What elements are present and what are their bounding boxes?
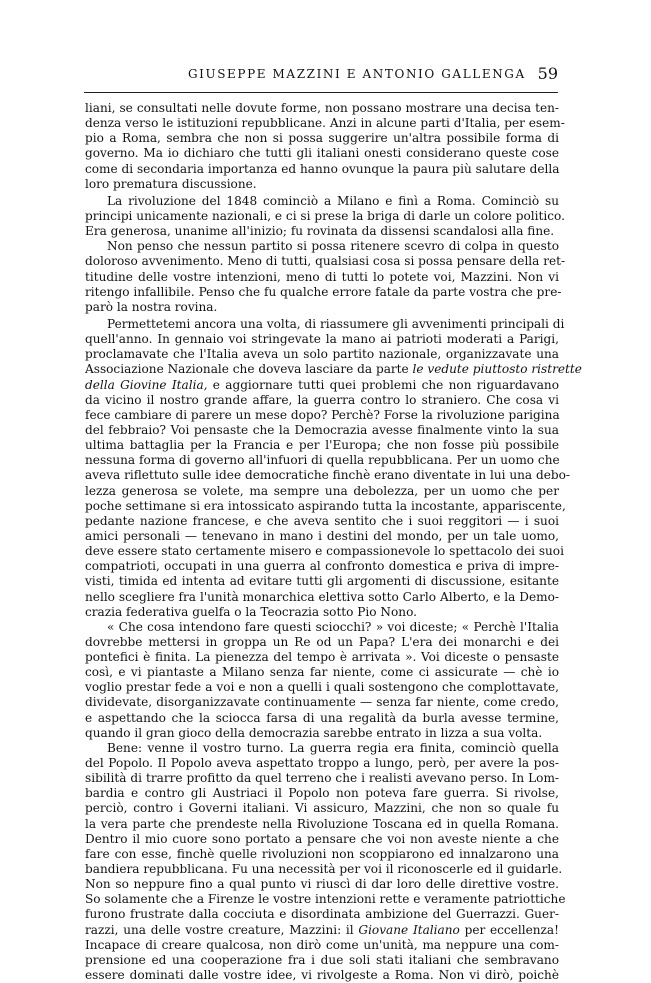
text-line: Non penso che nessun partito si possa ritenere scevro di colpa in questo [107, 239, 559, 254]
running-head [84, 64, 558, 90]
text-line: pedante nazione francese, e che aveva sentito che i suoi reggitori — i suoi [85, 513, 559, 528]
text-line: Permettetemi ancora una volta, di riassumere gli avvenimenti principali di [107, 316, 565, 331]
text-line: « Che cosa intendono fare questi sciocchi? » voi diceste; « Perchè l'Italia [107, 619, 559, 634]
text-line: e aspettando che la sciocca farsa di una regalità da burla avesse termine, [85, 710, 559, 725]
text-line: So solamente che a Firenze le vostre intenzioni rette e veramente patriottiche [85, 892, 566, 907]
text-line: furono frustrate dalla cocciuta e disordinata ambizione del Guerrazzi. Guer- [85, 907, 559, 922]
text-line: Incapace di creare qualcosa, non dirò come un'unità, ma neppure una com- [85, 937, 559, 952]
text-line: lezza generosa se volete, ma sempre una debolezza, per un uomo che per [85, 483, 559, 498]
text-line: governo. Ma io dichiaro che tutti gli italiani onesti considerano queste cose [85, 146, 559, 161]
text-line: come di secondaria importanza ed hanno ovunque la paura più salutare della [85, 161, 560, 176]
text-line: Non so neppure fino a qual punto vi riuscì di dar loro delle direttive vostre. [85, 877, 559, 892]
text-line: quell'anno. In gennaio voi stringevate la mano ai patrioti moderati a Parigi, [85, 332, 559, 347]
text-line: Associazione Nazionale che doveva lasciare da parte le vedute piuttosto ristrette [85, 362, 582, 377]
text-line: deve essere stato certamente misero e compassionevole lo spettacolo dei suoi [85, 544, 564, 559]
text-line: sibilità di trarre profitto da quel terreno che i realisti avevano perso. In Lom- [85, 771, 559, 786]
text-line: Dentro il mio cuore sono portato a pensare che voi non aveste niente a che [85, 831, 559, 846]
text-line: amici personali — tenevano in mano i destini del mondo, per un tale uomo, [85, 528, 559, 543]
text-line: Bene: venne il vostro turno. La guerra regia era finita, cominciò quella [107, 740, 559, 755]
text-line: della Giovine Italia, e aggiornare tutti quei problemi che non riguardavano [85, 377, 559, 392]
header-rule [84, 92, 558, 93]
text-line: dividevate, disorganizzavate continuamente — senza far niente, come credo, [85, 695, 559, 710]
text-line: ritengo infallibile. Penso che fu qualche errore fatale da parte vostra che pre- [85, 284, 562, 299]
text-line: da vicino il nostro grande affare, la guerra contro lo straniero. Che cosa vi [85, 392, 559, 407]
text-line: essere dominati dalle vostre idee, vi rivolgeste a Roma. Non vi dirò, poichè [85, 968, 559, 983]
text-line: razzi, una delle vostre creature, Mazzini: il Giovane Italiano per eccellenza! [85, 922, 559, 937]
text-line: compatrioti, occupati in una guerra al confronto domestica e priva di impre- [85, 559, 559, 574]
text-line: del febbraio? Voi pensaste che la Democrazia avesse finalmente vinto la sua [85, 422, 559, 437]
text-line: principi unicamente nazionali, e ci si prese la briga di darle un colore politico. [85, 208, 565, 223]
text-line: poche settimane si era intossicato aspirando tutta la incostante, appariscente, [85, 498, 566, 513]
text-line: così, e vi piantaste a Milano senza far niente, come ci assicurate — chè io [85, 665, 559, 680]
text-line: la vera parte che prendeste nella Rivoluzione Toscana ed in quella Romana. [85, 816, 559, 831]
text-line: La rivoluzione del 1848 cominciò a Milano e finì a Roma. Cominciò su [107, 193, 559, 208]
text-line: loro prematura discussione. [85, 176, 257, 191]
text-line: visti, timida ed intenta ad evitare tutti gli argomenti di discussione, esitante [85, 574, 559, 589]
text-line: ultima battaglia per la Francia e per l'Europa; che non fosse più possibile [85, 438, 559, 453]
text-line: pio a Roma, sembra che non si possa suggerire un'altra possibile forma di [85, 131, 559, 146]
text-line: fece cambiare di parere un mese dopo? Perchè? Forse la rivoluzione parigina [85, 407, 560, 422]
text-line: bandiera repubblicana. Fu una necessità per voi il riconoscerle ed il guidarle. [85, 862, 563, 877]
body-text [85, 101, 582, 983]
text-line: nello scegliere fra l'unità monarchica elettiva sotto Carlo Alberto, e la Demo- [85, 589, 559, 604]
text-line: denza verso le istituzioni repubblicane. Anzi in alcune parti d'Italia, per esem- [85, 116, 565, 131]
text-line: voglio prestar fede a voi e non a quelli i quali sostengono che complottavate, [85, 680, 559, 695]
text-line: crazia federativa guelfa o la Teocrazia sotto Pio Nono. [85, 604, 417, 619]
text-line: liani, se consultati nelle dovute forme, non possano mostrare una decisa ten- [85, 101, 559, 115]
running-title: GIUSEPPE MAZZINI E ANTONIO GALLENGA [188, 67, 526, 81]
text-line: proclamavate che l'Italia aveva un solo partito nazionale, organizzavate una [85, 347, 559, 362]
text-line: bardia e contro gli Austriaci il Popolo non poteva fare guerra. Si rivolse, [85, 786, 559, 801]
text-line: titudine delle vostre intenzioni, meno di tutti lo potete voi, Mazzini. Non vi [85, 269, 559, 284]
text-line: perciò, contro i Governi italiani. Vi assicuro, Mazzini, che non so quale fu [85, 801, 559, 816]
text-line: fare con esse, finchè quelle rivoluzioni non scoppiarono ed innalzarono una [85, 846, 559, 861]
text-line: doloroso avvenimento. Meno di tutti, qualsiasi cosa si possa pensare della ret- [85, 254, 566, 269]
text-line: pontefici è finita. La pienezza del tempo è arrivata ». Voi diceste o pensaste [85, 650, 559, 665]
text-line: parò la nostra rovina. [85, 299, 218, 314]
text-line: nessuna forma di governo all'infuori di quella repubblicana. Per un uomo che [85, 453, 560, 468]
text-line: prensione ed una cooperazione fra i due soli stati italiani che sembravano [85, 952, 559, 967]
text-line: Era generosa, unanime all'inizio; fu rovinata da dissensi scandalosi alla fine. [85, 224, 555, 239]
text-line: dovrebbe mettersi in groppa un Re od un Papa? L'era dei monarchi e dei [85, 634, 559, 649]
text-line: del Popolo. Il Popolo aveva aspettato troppo a lungo, però, per avere la pos- [85, 756, 559, 771]
page-number: 59 [537, 64, 558, 83]
text-line: aveva riflettuto sulle idee democratiche finchè erano diventate in lui una debo- [85, 468, 570, 483]
text-line: quando il gran gioco della democrazia sarebbe entrato in lizza a sua volta. [85, 725, 543, 740]
